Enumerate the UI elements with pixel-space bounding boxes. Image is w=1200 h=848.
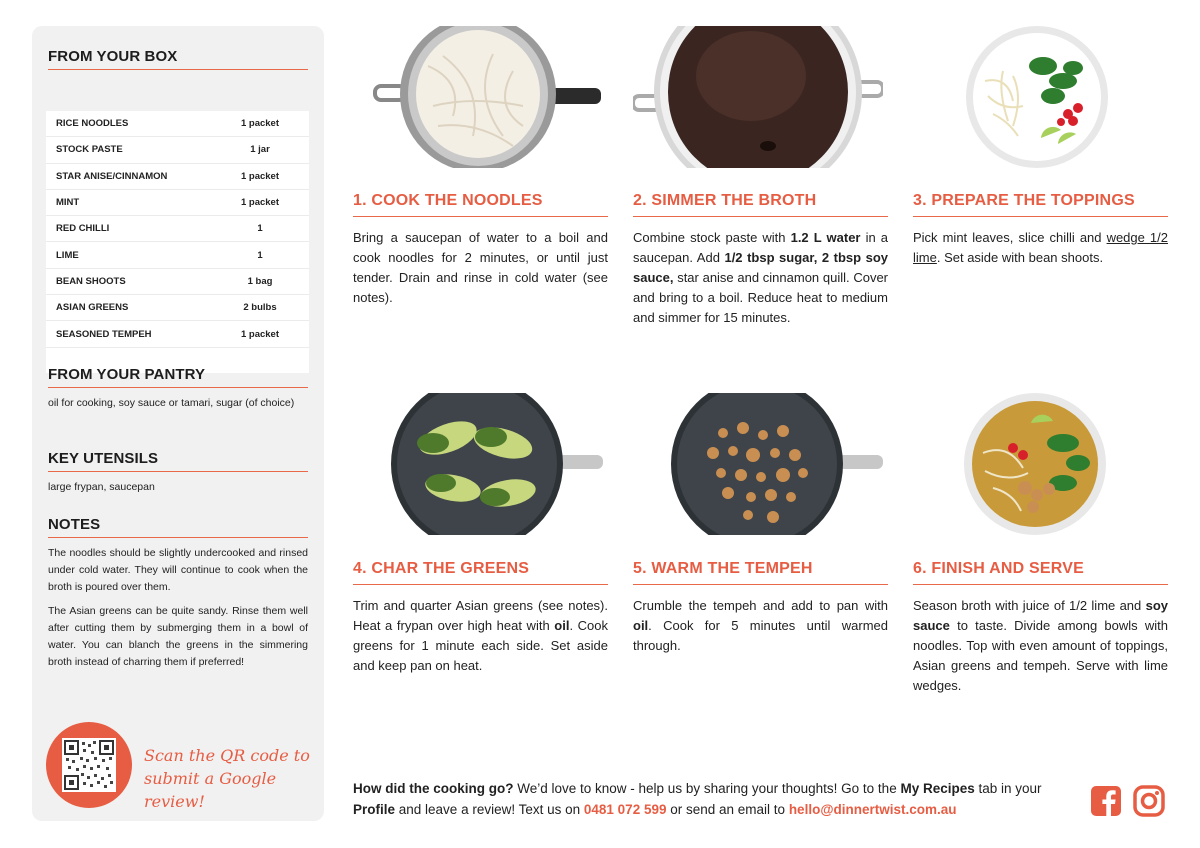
ingredient-qty: 1 packet — [240, 118, 280, 130]
step-2-text-2: in a saucepan. Add — [633, 230, 889, 265]
ingredient-name: RED CHILLI — [56, 223, 110, 235]
table-row — [46, 164, 309, 190]
ingredient-qty: 1 packet — [240, 328, 280, 340]
step-6-title: 6. FINISH AND SERVE — [913, 560, 1168, 585]
table-row — [46, 321, 309, 347]
step-3-text-1: Pick mint leaves, slice chilli and — [913, 230, 1107, 245]
profile-link[interactable]: Profile — [353, 802, 396, 817]
step-3-image — [913, 26, 1163, 168]
ingredient-name: STAR ANISE/CINNAMON — [56, 170, 168, 182]
step-5-text-2: . Cook for 5 minutes until warmed through. — [633, 618, 888, 653]
step-5-body — [633, 596, 888, 656]
ingredient-qty: 1 bag — [247, 275, 273, 287]
ingredient-name: SEASONED TEMPEH — [56, 328, 152, 340]
from-your-box-title: FROM YOUR BOX — [48, 48, 308, 70]
utensils-text: large frypan, saucepan — [48, 481, 155, 493]
email-link[interactable]: hello@dinnertwist.com.au — [788, 802, 957, 817]
step-6-image — [913, 393, 1163, 535]
table-row — [46, 137, 309, 163]
ingredient-name: LIME — [56, 249, 79, 261]
footer-question: How did the cooking go? — [353, 781, 514, 796]
step-2-text-1: Combine stock paste with — [633, 230, 791, 245]
table-row — [46, 111, 309, 137]
ingredient-qty: 1 packet — [240, 197, 280, 209]
table-row — [46, 242, 309, 268]
notes-title: NOTES — [48, 516, 308, 538]
ingredient-name: BEAN SHOOTS — [56, 275, 126, 287]
step-4-image — [353, 393, 603, 535]
table-row — [46, 269, 309, 295]
step-1-title: 1. COOK THE NOODLES — [353, 192, 608, 217]
facebook-icon[interactable] — [1090, 785, 1122, 817]
step-6-bold-1: soy sauce — [913, 598, 1168, 633]
step-6-body — [913, 596, 1168, 696]
step-2-bold-2: 1/2 tbsp sugar, 2 tbsp soy sauce, — [633, 250, 888, 285]
step-3-text-2: . Set aside with bean shoots. — [936, 250, 1104, 265]
ingredient-name: ASIAN GREENS — [56, 302, 129, 314]
footer-text-3: and leave a review! Text us on — [395, 802, 584, 817]
qr-caption-line-1: Scan the QR code to — [144, 746, 310, 765]
step-3-underlined: wedge 1/2 lime — [913, 230, 1168, 265]
note-2: The Asian greens can be quite sandy. Rinse them well after cutting them by submerging them in a bowl of water. You can blanch the greens in the simmering broth instead of charring them if preferred! — [48, 605, 308, 668]
ingredient-name: RICE NOODLES — [56, 118, 129, 130]
key-utensils-title: KEY UTENSILS — [48, 450, 308, 472]
step-4-title: 4. CHAR THE GREENS — [353, 560, 608, 585]
step-4-body — [353, 596, 608, 676]
step-5-text-1: Crumble the tempeh and add to pan with — [633, 598, 888, 613]
step-4-text-1: Trim and quarter Asian greens (see notes). Heat a frypan over high heat with — [353, 598, 608, 633]
step-1-body: Bring a saucepan of water to a boil and cook noodles for 2 minutes, or until just tender. Drain and rinse in cold water (see notes). — [353, 230, 608, 305]
my-recipes-link[interactable]: My Recipes — [900, 781, 975, 796]
ingredients-sidebar — [32, 26, 324, 821]
ingredient-name: MINT — [56, 197, 80, 209]
step-5-title: 5. WARM THE TEMPEH — [633, 560, 888, 585]
from-your-pantry-title: FROM YOUR PANTRY — [48, 366, 308, 388]
ingredient-qty: 1 jar — [250, 144, 270, 156]
ingredient-qty: 1 — [257, 223, 263, 235]
step-3-body — [913, 228, 1168, 268]
step-3-title: 3. PREPARE THE TOPPINGS — [913, 192, 1168, 217]
step-5-bold-1: oil — [633, 618, 649, 633]
pantry-text: oil for cooking, soy sauce or tamari, sugar (of choice) — [48, 397, 295, 409]
ingredient-qty: 1 — [257, 249, 263, 261]
box-ingredients-table — [46, 111, 309, 373]
step-2-text-3: star anise and cinnamon quill. Cover and bring to a boil. Reduce heat to medium and simmer for 15 minutes. — [633, 270, 888, 325]
step-4-text-2: . Cook greens for 1 minute each side. Set aside and keep pan on heat. — [353, 618, 609, 673]
phone-link[interactable]: 0481 072 599 — [583, 802, 667, 817]
review-footer — [353, 778, 1073, 820]
table-row — [46, 216, 309, 242]
instagram-icon[interactable] — [1133, 785, 1165, 817]
step-6-text-2: to taste. Divide among bowls with noodles. Top with even amount of toppings, Asian greens and tempeh. Serve with lime wedges. — [913, 618, 1168, 693]
footer-text-2: tab in your — [974, 781, 1042, 796]
step-5-image — [633, 393, 883, 535]
step-1-image — [353, 26, 603, 168]
table-row — [46, 295, 309, 321]
note-1: The noodles should be slightly undercooked and rinsed under cold water. They will continue to cook when the broth is poured over them. — [48, 547, 308, 593]
ingredient-qty: 1 packet — [240, 170, 280, 182]
ingredient-qty: 2 bulbs — [243, 302, 277, 314]
footer-text-4: or send an email to — [666, 802, 789, 817]
step-6-text-1: Season broth with juice of 1/2 lime and — [913, 598, 1146, 613]
qr-caption — [144, 744, 319, 813]
step-2-image — [633, 26, 883, 168]
step-2-body — [633, 228, 888, 328]
step-2-title: 2. SIMMER THE BROTH — [633, 192, 888, 217]
qr-code-badge[interactable] — [46, 722, 132, 808]
step-2-bold-1: 1.2 L water — [790, 230, 861, 245]
ingredient-name: STOCK PASTE — [56, 144, 123, 156]
step-4-bold-1: oil — [554, 618, 570, 633]
qr-code-icon — [62, 738, 116, 792]
footer-text-1: We’d love to know - help us by sharing your thoughts! Go to the — [513, 781, 901, 796]
table-row — [46, 190, 309, 216]
qr-caption-line-2: submit a Google review! — [144, 769, 277, 811]
